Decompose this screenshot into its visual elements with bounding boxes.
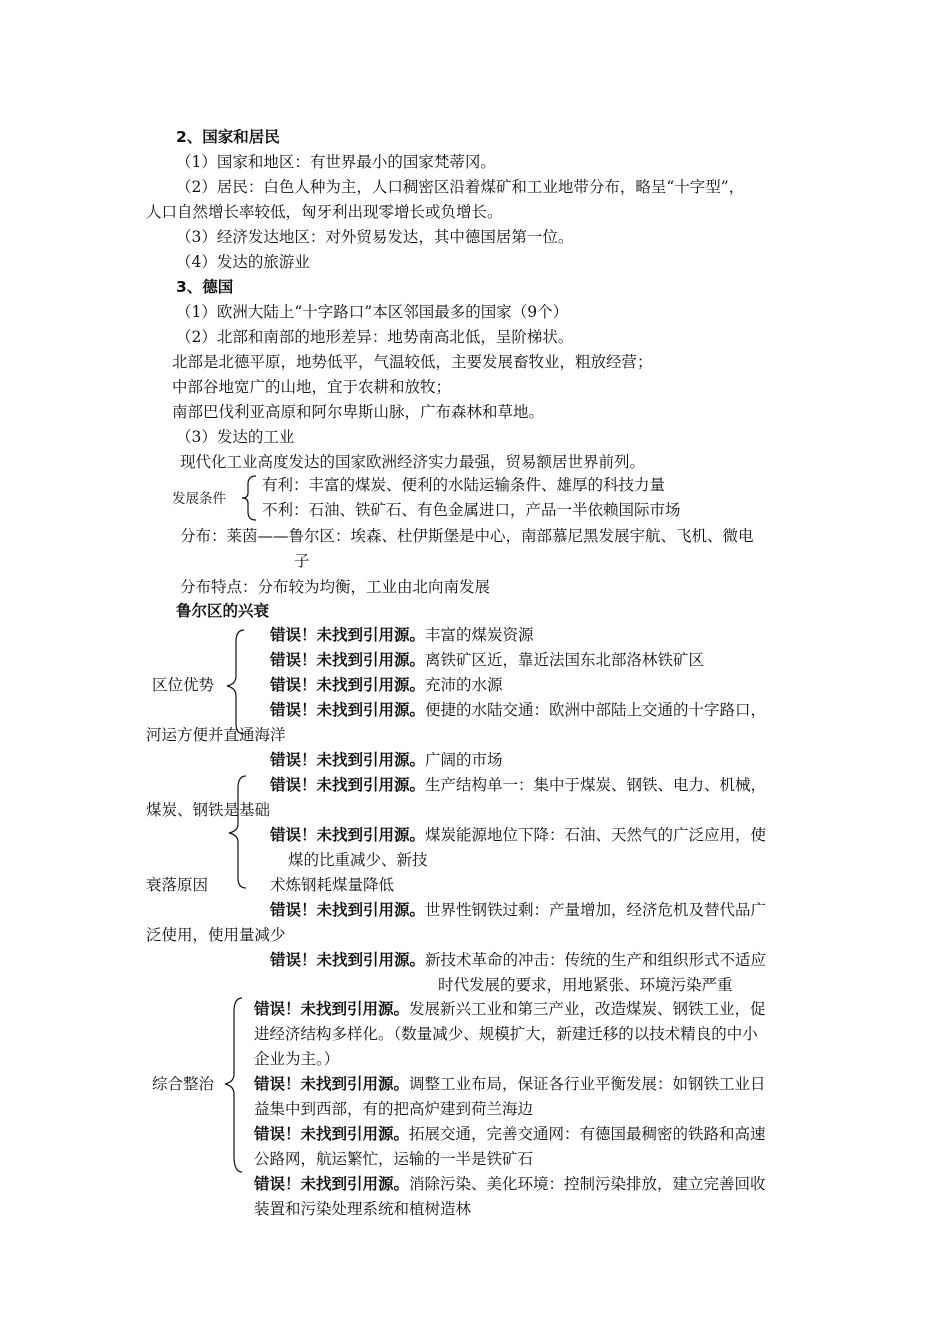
governance-item-2-cont: 益集中到西部，有的把高炉建到荷兰海边: [254, 1100, 534, 1118]
ref-error: 错误！未找到引用源。: [270, 826, 426, 844]
decline-item-4: 错误！未找到引用源。新技术革命的冲击：传统的生产和组织形式不适应: [270, 951, 767, 969]
ref-error: 错误！未找到引用源。: [270, 676, 426, 694]
section3-point1: （1）欧洲大陆上“十字路口”本区邻国最多的国家（9个）: [176, 303, 569, 321]
section2-point2-line2: 人口自然增长率较低，匈牙利出现零增长或负增长。: [146, 203, 503, 221]
ref-error: 错误！未找到引用源。: [270, 701, 426, 719]
section2-heading: 2、国家和居民: [176, 128, 280, 146]
governance-item-3-cont: 公路网，航运繁忙，运输的一半是铁矿石: [254, 1150, 534, 1168]
ref-error: 错误！未找到引用源。: [270, 901, 426, 919]
ruhr-heading: 鲁尔区的兴衰: [176, 602, 270, 620]
decline-item-3: 错误！未找到引用源。世界性钢铁过剩：产量增加，经济危机及替代品广: [270, 901, 767, 919]
conditions-label: 发展条件: [172, 491, 226, 507]
ref-error: 错误！未找到引用源。: [254, 1125, 410, 1143]
section2-point3: （3）经济发达地区：对外贸易发达，其中德国居第一位。: [176, 228, 574, 246]
decline-item-4-cont: 时代发展的要求，用地紧张、环境污染严重: [438, 976, 733, 994]
decline-item-1: 错误！未找到引用源。生产结构单一：集中于煤炭、钢铁、电力、机械，: [270, 776, 767, 794]
governance-item-4-cont: 装置和污染处理系统和植树造林: [254, 1200, 472, 1218]
distribution-feature: 分布特点：分布较为均衡，工业由北向南发展: [180, 578, 491, 596]
section2-point2-line1: （2）居民：白色人种为主，人口稠密区沿着煤矿和工业地带分布，略呈“十字型”，: [176, 178, 745, 196]
location-label: 区位优势: [152, 676, 215, 694]
industry-summary: 现代化工业高度发达的国家欧洲经济实力最强，贸易额居世界前列。: [180, 453, 646, 471]
section3-heading: 3、德国: [176, 278, 234, 296]
decline-item-3-cont: 泛使用，使用量减少: [146, 926, 286, 944]
location-item-3: 错误！未找到引用源。充沛的水源: [270, 676, 503, 694]
governance-item-2: 错误！未找到引用源。调整工业布局，保证各行业平衡发展：如钢铁工业日: [254, 1075, 766, 1093]
ref-error: 错误！未找到引用源。: [254, 1075, 410, 1093]
section3-point2: （2）北部和南部的地形差异：地势南高北低，呈阶梯状。: [176, 328, 574, 346]
terrain-middle: 中部谷地宽广的山地，宜于农耕和放牧；: [172, 378, 452, 396]
location-item-2: 错误！未找到引用源。离铁矿区近，靠近法国东北部洛林铁矿区: [270, 651, 705, 669]
location-item-4-cont: 河运方便并直通海洋: [146, 726, 286, 744]
decline-item-2-cont2: 术炼钢耗煤量降低: [270, 876, 395, 894]
governance-item-1-cont1: 进经济结构多样化。（数量减少、规模扩大，新建迁移的以技术精良的中小: [254, 1025, 758, 1043]
governance-item-1-cont2: 企业为主。）: [254, 1050, 340, 1068]
governance-brace-icon: [222, 996, 246, 1174]
conditions-brace-icon: [240, 474, 262, 522]
ref-error: 错误！未找到引用源。: [270, 751, 426, 769]
conditions-favorable: 有利：丰富的煤炭、便利的水陆运输条件、雄厚的科技力量: [262, 476, 666, 494]
governance-label: 综合整治: [152, 1075, 215, 1093]
governance-item-3: 错误！未找到引用源。拓展交通，完善交通网：有德国最稠密的铁路和高速: [254, 1125, 766, 1143]
ref-error: 错误！未找到引用源。: [270, 776, 426, 794]
distribution-line1: 分布：莱茵——鲁尔区：埃森、杜伊斯堡是中心，南部慕尼黑发展宇航、飞机、微电: [180, 527, 754, 545]
decline-item-2: 错误！未找到引用源。煤炭能源地位下降：石油、天然气的广泛应用，使: [270, 826, 767, 844]
location-item-5: 错误！未找到引用源。广阔的市场: [270, 751, 503, 769]
ref-error: 错误！未找到引用源。: [254, 1000, 410, 1018]
governance-item-4: 错误！未找到引用源。消除污染、美化环境：控制污染排放，建立完善回收: [254, 1175, 766, 1193]
ref-error: 错误！未找到引用源。: [270, 626, 426, 644]
terrain-north: 北部是北德平原，地势低平，气温较低，主要发展畜牧业，粗放经营；: [172, 353, 653, 371]
distribution-line2: 子: [294, 552, 310, 570]
governance-item-1: 错误！未找到引用源。发展新兴工业和第三产业，改造煤炭、钢铁工业，促: [254, 1000, 766, 1018]
location-item-4: 错误！未找到引用源。便捷的水陆交通：欧洲中部陆上交通的十字路口，: [270, 701, 767, 719]
decline-label: 衰落原因: [146, 876, 209, 894]
ref-error: 错误！未找到引用源。: [270, 951, 426, 969]
decline-item-2-cont1: 煤的比重减少、新技: [288, 851, 428, 869]
location-item-1: 错误！未找到引用源。丰富的煤炭资源: [270, 626, 534, 644]
ref-error: 错误！未找到引用源。: [270, 651, 426, 669]
location-brace-icon: [224, 628, 248, 736]
decline-brace-icon: [226, 774, 250, 890]
terrain-south: 南部巴伐利亚高原和阿尔卑斯山脉，广布森林和草地。: [172, 403, 545, 421]
section3-point3: （3）发达的工业: [176, 428, 295, 446]
decline-item-1-cont: 煤炭、钢铁是基础: [146, 801, 271, 819]
conditions-unfavorable: 不利：石油、铁矿石、有色金属进口，产品一半依赖国际市场: [262, 501, 681, 519]
section2-point1: （1）国家和地区：有世界最小的国家梵蒂冈。: [176, 153, 496, 171]
ref-error: 错误！未找到引用源。: [254, 1175, 410, 1193]
section2-point4: （4）发达的旅游业: [176, 253, 310, 271]
